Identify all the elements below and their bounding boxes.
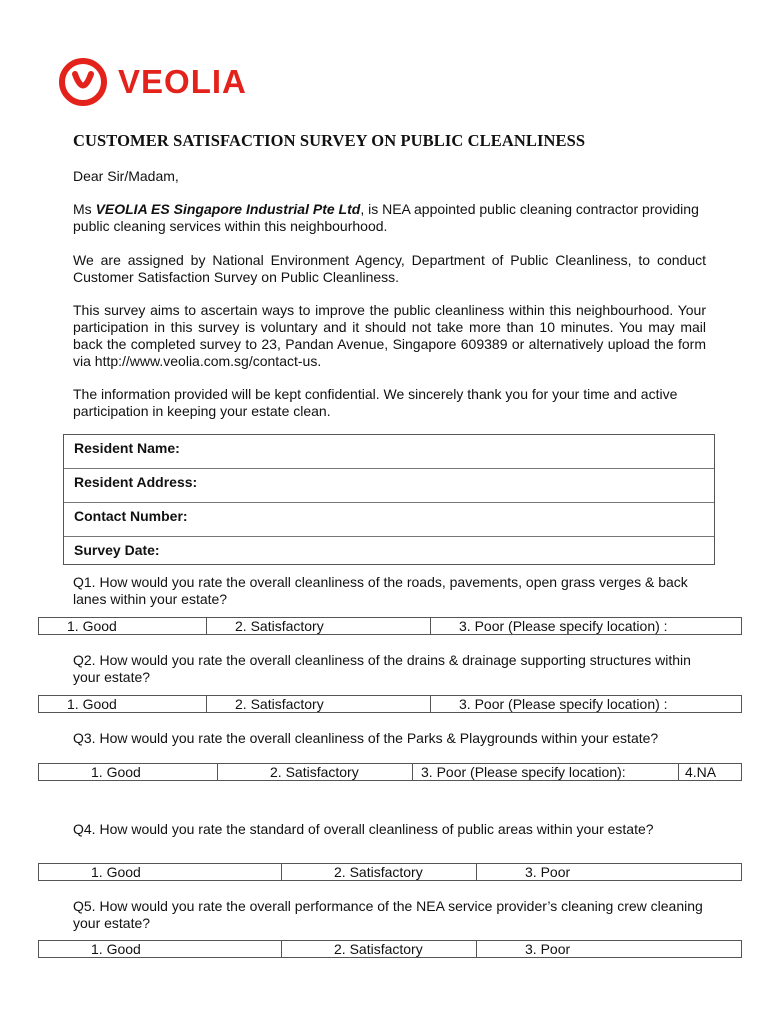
q4-text: Q4. How would you rate the standard of overall cleanliness of public areas within your estate? bbox=[73, 821, 654, 837]
company-name: VEOLIA ES Singapore Industrial Pte Ltd bbox=[95, 201, 361, 217]
resident-address-field[interactable] bbox=[64, 469, 714, 503]
q2-options bbox=[38, 695, 742, 713]
q1-option-satisfactory[interactable]: 2. Satisfactory bbox=[207, 618, 431, 635]
greeting: Dear Sir/Madam, bbox=[73, 168, 179, 184]
q5-option-satisfactory[interactable]: 2. Satisfactory bbox=[282, 941, 477, 958]
intro-suffix: , is NEA appointed public cleaning contractor providing public cleaning services within this neighbourhood. bbox=[73, 201, 699, 234]
q3-options bbox=[38, 763, 742, 781]
contact-number-field[interactable] bbox=[64, 503, 714, 537]
q2-option-good[interactable]: 1. Good bbox=[39, 696, 207, 713]
resident-name-field[interactable] bbox=[64, 435, 714, 469]
survey-date-label: Survey Date: bbox=[74, 542, 160, 558]
q5-options bbox=[38, 940, 742, 958]
survey-date-field[interactable] bbox=[64, 537, 714, 564]
confidential-paragraph: The information provided will be kept confidential. We sincerely thank you for your time and active participation in keeping your estate clean. bbox=[73, 386, 678, 419]
intro-prefix: Ms bbox=[73, 201, 96, 217]
brand-name: VEOLIA bbox=[118, 63, 247, 100]
q5-option-poor[interactable]: 3. Poor bbox=[477, 941, 742, 958]
q4-option-good[interactable]: 1. Good bbox=[39, 864, 282, 881]
q3-option-good[interactable]: 1. Good bbox=[39, 764, 218, 781]
intro-paragraph bbox=[73, 201, 706, 235]
page-title: CUSTOMER SATISFACTION SURVEY ON PUBLIC CLEANLINESS bbox=[73, 131, 586, 150]
q3-option-satisfactory[interactable]: 2. Satisfactory bbox=[218, 764, 413, 781]
veolia-logo bbox=[58, 56, 247, 108]
q3-option-na[interactable]: 4.NA bbox=[679, 764, 742, 781]
q4-option-satisfactory[interactable]: 2. Satisfactory bbox=[282, 864, 477, 881]
q1-option-poor[interactable]: 3. Poor (Please specify location) : bbox=[431, 618, 742, 635]
resident-address-label: Resident Address: bbox=[74, 474, 198, 490]
q4-options bbox=[38, 863, 742, 881]
q5-text: Q5. How would you rate the overall performance of the NEA service provider’s cleaning crew cleaning your estate? bbox=[73, 898, 703, 931]
q5-option-good[interactable]: 1. Good bbox=[39, 941, 282, 958]
q1-text: Q1. How would you rate the overall cleanliness of the roads, pavements, open grass verges & back lanes within your estate? bbox=[73, 574, 688, 607]
q2-option-satisfactory[interactable]: 2. Satisfactory bbox=[207, 696, 431, 713]
q4-option-poor[interactable]: 3. Poor bbox=[477, 864, 742, 881]
contact-number-label: Contact Number: bbox=[74, 508, 188, 524]
q1-options bbox=[38, 617, 742, 635]
q2-option-poor[interactable]: 3. Poor (Please specify location) : bbox=[431, 696, 742, 713]
veolia-logo-icon bbox=[58, 57, 108, 107]
q2-text: Q2. How would you rate the overall cleanliness of the drains & drainage supporting structures within your estate? bbox=[73, 652, 691, 685]
aim-paragraph: This survey aims to ascertain ways to improve the public cleanliness within this neighbourhood. Your participation in this survey is voluntary and it should not take more than 10 minutes. You may mail back the completed survey to 23, Pandan Avenue, Singapore 609389 or alternatively upload the form via http://www.veolia.com.sg/contact-us. bbox=[73, 302, 706, 369]
q3-text: Q3. How would you rate the overall cleanliness of the Parks & Playgrounds within your estate? bbox=[73, 730, 659, 746]
resident-name-label: Resident Name: bbox=[74, 440, 180, 456]
q1-option-good[interactable]: 1. Good bbox=[39, 618, 207, 635]
resident-info-form bbox=[63, 434, 715, 565]
q3-option-poor[interactable]: 3. Poor (Please specify location): bbox=[413, 764, 679, 781]
assigned-paragraph: We are assigned by National Environment Agency, Department of Public Cleanliness, to conduct Customer Satisfaction Survey on Public Cleanliness. bbox=[73, 252, 706, 285]
